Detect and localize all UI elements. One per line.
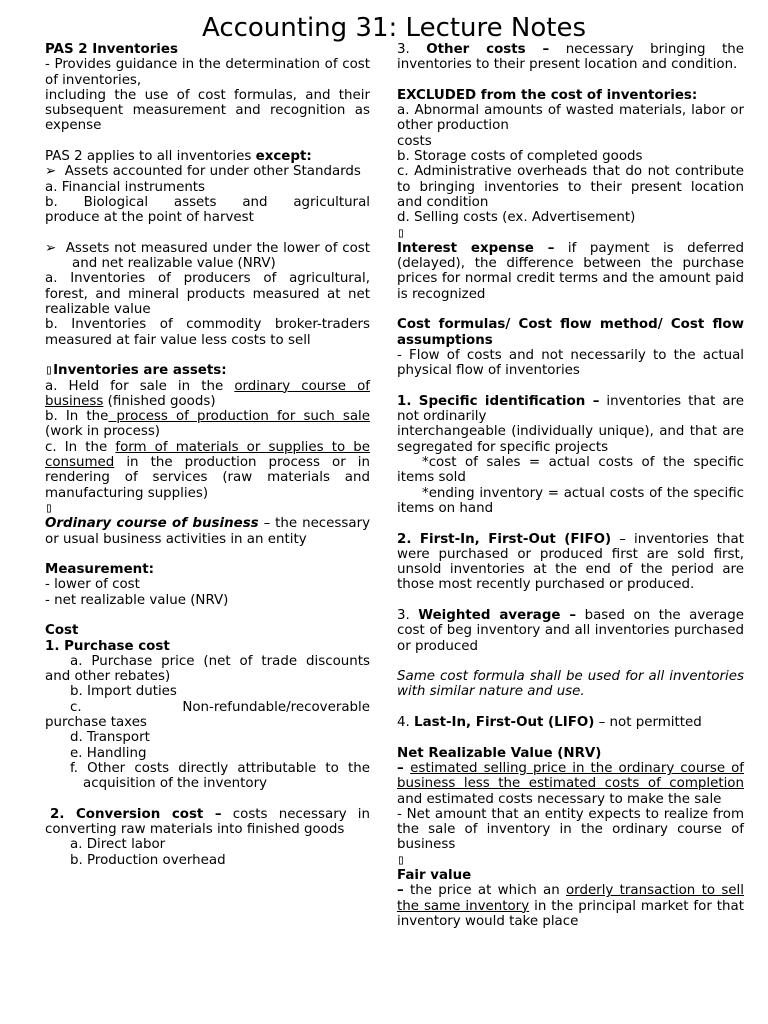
cost-formulas-heading: Cost formulas/ Cost flow method/ Cost flow assumptions (397, 317, 744, 348)
missing-glyph-icon: ▯ (45, 363, 54, 379)
excluded-heading: EXCLUDED from the cost of inventories: (397, 87, 698, 103)
measurement-item: - lower of cost (45, 577, 140, 593)
nrv-underlined: estimated selling price in the ordinary course of business less the estimated costs of completion (397, 760, 744, 792)
ordinary-definition: – the necessary or usual business activities in an entity (45, 516, 370, 547)
bullet-1-text: Assets accounted for under other Standards (64, 164, 361, 180)
specific-ending-inventory: *ending inventory = actual costs of the specific items on hand (397, 485, 744, 516)
fv-prefix: the price at which an (403, 883, 566, 899)
missing-glyph-icon: ▯ (45, 500, 54, 516)
specific-desc-1: inventories that are not ordinarily (397, 393, 744, 425)
purchase-item-a: a. Purchase price (net of trade discounts and other rebates) (45, 653, 370, 685)
fair-value-heading: Fair value (397, 868, 472, 884)
interest-desc: if payment is deferred (delayed), the difference between the purchase prices for normal credit terms and the amount paid is recognized (397, 240, 745, 302)
conversion-item-a: a. Direct labor (70, 837, 166, 853)
nrv-definition (397, 761, 744, 807)
assets-heading-text: Inventories are assets: (53, 363, 227, 379)
fv-underlined: orderly transaction to sell the same inventory (397, 883, 744, 914)
other-costs (397, 42, 744, 73)
form-underlined: form of materials or supplies to be consumed (45, 439, 370, 471)
measurement-heading: Measurement: (45, 562, 154, 578)
ordinary-term: Ordinary course of business (45, 516, 259, 532)
biological-2: produce at the point of harvest (45, 210, 254, 226)
biological-1: b. Biological assets and agricultural (45, 194, 370, 210)
purchase-item-c: c. Non-refundable/recoverable (70, 699, 370, 715)
fifo (397, 532, 744, 593)
specific-cost-of-sales: *cost of sales = actual costs of the specific items sold (397, 455, 744, 486)
lifo-desc: – not permitted (594, 715, 702, 731)
wa-num: 3. (397, 607, 419, 623)
process-suffix: (work in process) (45, 424, 161, 440)
held-underlined: ordinary course of business (45, 378, 370, 409)
other-heading: Other costs – (426, 42, 550, 57)
pas2-desc-1: - Provides guidance in the determination of cost of inventories, (45, 57, 370, 88)
fv-suffix: in the principal market for that inventory would take place (397, 898, 744, 929)
except-label: except: (255, 149, 312, 165)
cost-heading: Cost (45, 623, 79, 639)
pas2-desc-2: including the use of cost formulas, and their subsequent measurement and recognition as expense (45, 87, 370, 134)
purchase-item-b: b. Import duties (70, 684, 177, 700)
measurement-item: - net realizable value (NRV) (45, 592, 229, 608)
applies-line (45, 149, 370, 164)
page-title: Accounting 31: Lecture Notes (201, 13, 587, 43)
process-prefix: b. In the (45, 409, 109, 425)
conversion-cost (45, 807, 370, 838)
bullet-2-text: Assets not measured under the lower of cost and net realizable value (NRV) (65, 240, 370, 272)
arrow-bullet-icon: ➢ (45, 164, 57, 180)
held-suffix: (finished goods) (103, 393, 216, 409)
assets-heading (45, 363, 370, 378)
right-column (397, 42, 744, 929)
conversion-heading: 2. Conversion cost – (50, 806, 222, 822)
wa-desc: based on the average cost of beg inventory and all inventories purchased or produced (397, 607, 744, 654)
excluded-item-a: a. Abnormal amounts of wasted materials, labor or other production (397, 103, 744, 134)
nrv-dash: – (397, 760, 411, 776)
excluded-item-d: d. Selling costs (ex. Advertisement) (397, 210, 636, 226)
fair-value-definition (397, 883, 744, 929)
pas2-heading: PAS 2 Inventories (45, 42, 178, 57)
purchase-item-e: e. Handling (70, 745, 147, 761)
cost-formulas-desc: - Flow of costs and not necessarily to the actual physical flow of inventories (397, 347, 744, 379)
other-num: 3. (397, 42, 427, 57)
left-column (45, 42, 370, 868)
other-desc: necessary bringing the inventories to their present location and condition. (397, 42, 744, 73)
fifo-desc: – inventories that were purchased or produced first are sold first, unsold inventories at the end of the period are those most recently purchased or produced. (397, 531, 744, 593)
conversion-item-b: b. Production overhead (70, 852, 226, 868)
financial-instruments: a. Financial instruments (45, 179, 206, 195)
nrv-net-amount: - Net amount that an entity expects to realize from the sale of inventory in the ordinary course of business (397, 806, 744, 853)
specific-desc-2: interchangeable (individually unique), and that are segregated for specific projects (397, 424, 744, 455)
held-prefix: a. Held for sale in the (45, 378, 235, 394)
arrow-bullet-icon: ➢ (45, 240, 57, 256)
fifo-heading: 2. First-In, First-Out (FIFO) (397, 531, 612, 547)
form-suffix: in the production process or in rendering of services (raw materials and manufacturing supplies) (45, 455, 370, 501)
lifo (397, 715, 744, 730)
nrv-heading: Net Realizable Value (NRV) (397, 745, 602, 761)
in-process (45, 409, 370, 440)
wa-heading: Weighted average – (418, 607, 577, 623)
excluded-item-a-cont: costs (397, 133, 432, 149)
interest-heading: Interest expense – (397, 240, 555, 256)
missing-glyph-icon: ▯ (397, 852, 406, 868)
applies-text: PAS 2 applies to all inventories (45, 149, 256, 165)
missing-glyph-icon: ▯ (397, 225, 406, 241)
process-underlined: process of production for such sale (108, 409, 370, 425)
held-for-sale (45, 379, 370, 410)
purchase-item-f: f. Other costs directly attributable to the acquisition of the inventory (70, 760, 370, 792)
bullet-item-2 (45, 241, 370, 272)
interest-expense (397, 241, 744, 302)
producers-item: a. Inventories of producers of agricultural, forest, and mineral products measured at net realizable value (45, 271, 370, 318)
form-prefix: c. In the (45, 439, 116, 455)
specific-heading: 1. Specific identification – (397, 393, 600, 409)
excluded-item-c: c. Administrative overheads that do not contribute to bringing inventories to their present location and condition (397, 164, 744, 210)
nrv-suffix: and estimated costs necessary to make the sale (397, 791, 722, 807)
same-formula-note: Same cost formula shall be used for all inventories with similar nature and use. (397, 669, 744, 700)
purchase-item-d: d. Transport (70, 730, 150, 746)
conversion-desc: costs necessary in converting raw materials into finished goods (45, 806, 370, 838)
materials (45, 440, 370, 501)
purchase-cost-heading: 1. Purchase cost (45, 638, 170, 654)
lifo-num: 4. (397, 715, 415, 731)
purchase-item-c-cont: purchase taxes (45, 715, 147, 731)
excluded-item-b: b. Storage costs of completed goods (397, 149, 643, 165)
weighted-average (397, 608, 744, 654)
ordinary-course-def (45, 516, 370, 547)
brokers-item: b. Inventories of commodity broker-traders measured at fair value less costs to sell (45, 317, 370, 348)
lifo-heading: Last-In, First-Out (LIFO) (414, 715, 595, 731)
specific-identification (397, 394, 744, 425)
bullet-item-1 (45, 164, 370, 179)
fv-dash: – (397, 883, 404, 899)
